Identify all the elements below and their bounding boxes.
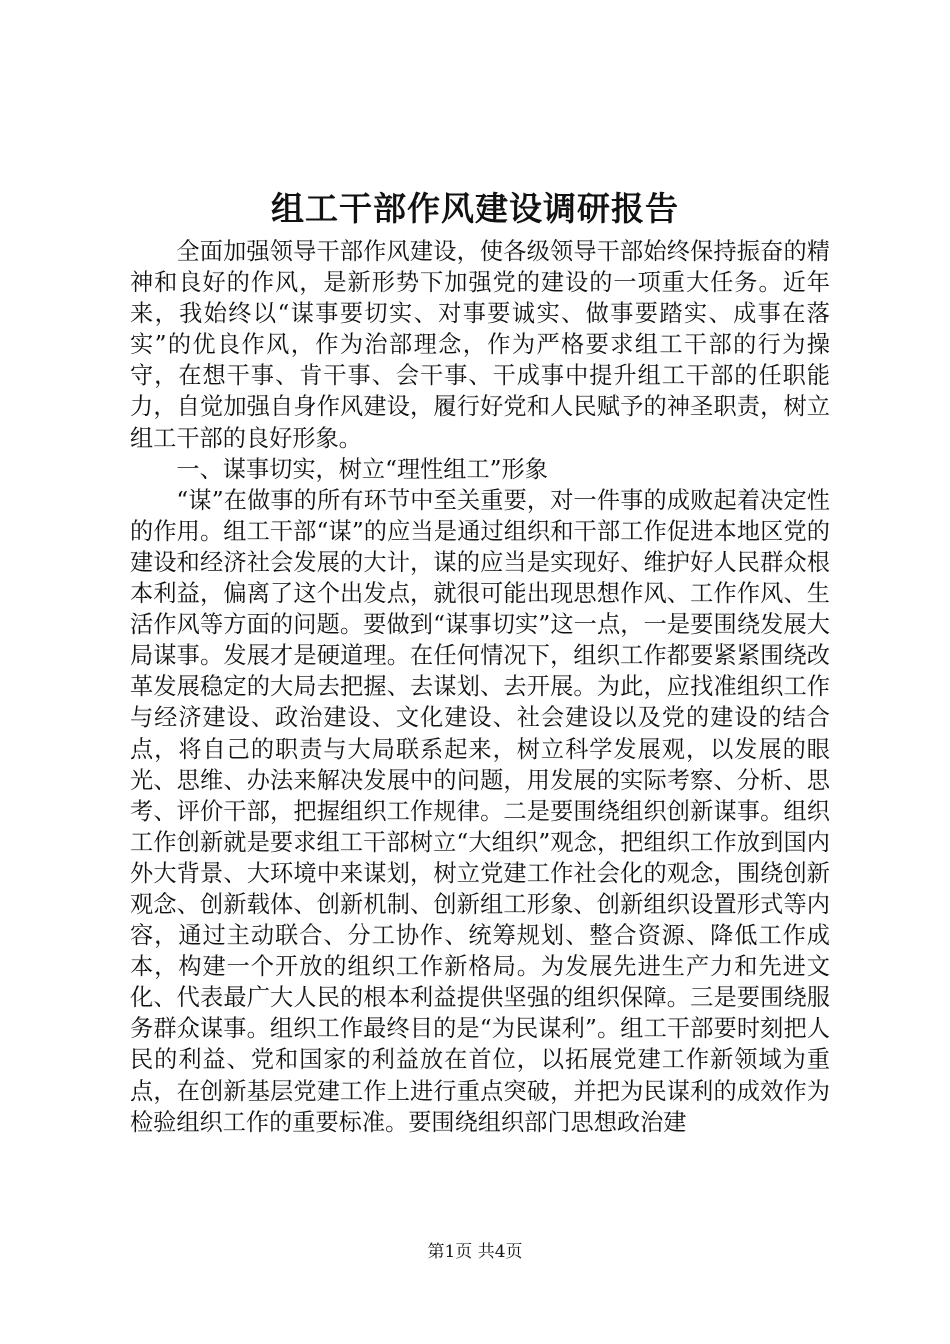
document-title: 组工干部作风建设调研报告	[271, 189, 679, 228]
section-heading: 一、谋事切实，树立“理性组工”形象	[176, 455, 548, 483]
body-paragraph: “谋”在做事的所有环节中至关重要，对一件事的成败起着决定性的作用。组工干部“谋”的应当是通过组织和干部工作促进本地区党的建设和经济社会发展的大计，谋的应当是实现好、维护好人民群众根本利益，偏离了这个出发点，就很可能出现思想作风、工作作风、生活作风等方面的问题。要做到“谋事切实”这一点，一是要围绕发展大局谋事。发展才是硬道理。在任何情况下，组织工作都要紧紧围绕改革发展稳定的大局去把握、去谋划、去开展。为此，应找准组织工作与经济建设、政治建设、文化建设、社会建设以及党的建设的结合点，将自己的职责与大局联系起来，树立科学发展观，以发展的眼光、思维、办法来解决发展中的问题，用发展的实际考察、分析、思考、评价干部，把握组织工作规律。二是要围绕组织创新谋事。组织工作创新就是要求组工干部树立“大组织”观念，把组织工作放到国内外大背景、大环境中来谋划，树立党建工作社会化的观念，围绕创新观念、创新载体、创新机制、创新组工形象、创新组织设置形式等内容，通过主动联合、分工协作、统筹规划、整合资源、降低工作成本，构建一个开放的组织工作新格局。为发展先进生产力和先进文化、代表最广大人民的根本利益提供坚强的组织保障。三是要围绕服务群众谋事。组织工作最终目的是“为民谋利”。组工干部要时刻把人民的利益、党和国家的利益放在首位，以拓展党建工作新领域为重点，在创新基层党建工作上进行重点突破，并把为民谋利的成效作为检验组织工作的重要标准。要围绕组织部门思想政治建	[130, 486, 830, 1136]
page-footer: 第1页 共4页	[427, 1242, 523, 1262]
document-body	[130, 236, 830, 1138]
intro-paragraph: 全面加强领导干部作风建设，使各级领导干部始终保持振奋的精神和良好的作风，是新形势下加强党的建设的一项重大任务。近年来，我始终以“谋事要切实、对事要诚实、做事要踏实、成事在落实”的优良作风，作为治部理念，作为严格要求组工干部的行为操守，在想干事、肯干事、会干事、干成事中提升组工干部的任职能力，自觉加强自身作风建设，履行好党和人民赋予的神圣职责，树立组工干部的良好形象。	[130, 238, 830, 452]
